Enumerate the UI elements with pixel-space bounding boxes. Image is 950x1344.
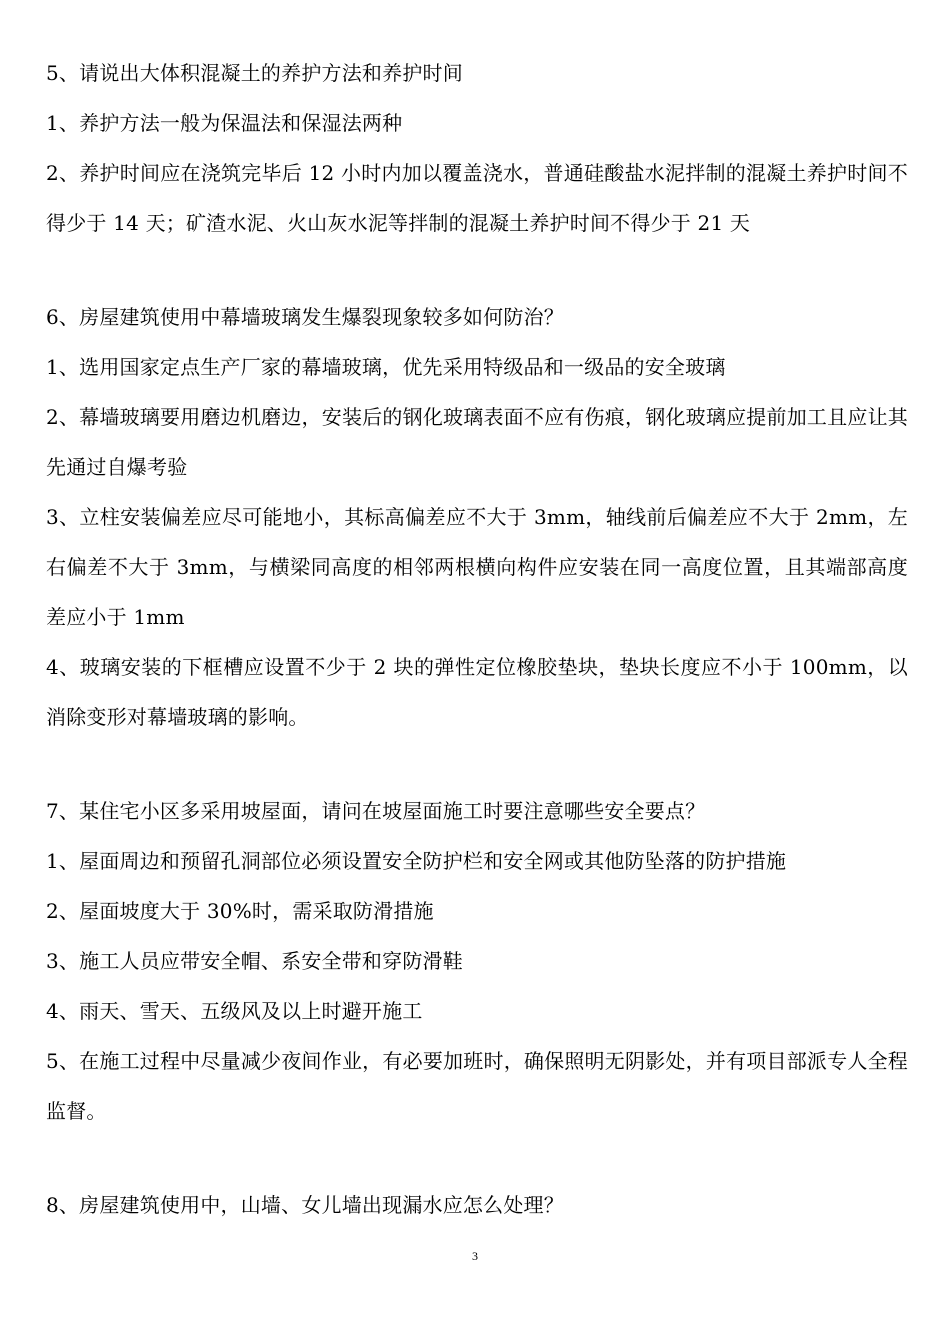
document-body xyxy=(46,48,908,1230)
question-section-6 xyxy=(46,292,908,742)
answer-item: 2、幕墙玻璃要用磨边机磨边，安装后的钢化玻璃表面不应有伤痕，钢化玻璃应提前加工且应让其先通过自爆考验 xyxy=(46,405,908,479)
answer-item: 4、玻璃安装的下框槽应设置不少于 2 块的弹性定位橡胶垫块，垫块长度应不小于 100mm，以消除变形对幕墙玻璃的影响。 xyxy=(46,655,908,729)
question-section-7 xyxy=(46,786,908,1136)
answer-item: 2、养护时间应在浇筑完毕后 12 小时内加以覆盖浇水，普通硅酸盐水泥拌制的混凝土养护时间不得少于 14 天；矿渣水泥、火山灰水泥等拌制的混凝土养护时间不得少于 21 天 xyxy=(46,161,908,235)
question-heading: 8、房屋建筑使用中，山墙、女儿墙出现漏水应怎么处理？ xyxy=(46,1193,564,1217)
answer-item: 5、在施工过程中尽量减少夜间作业，有必要加班时，确保照明无阴影处，并有项目部派专人全程监督。 xyxy=(46,1049,908,1123)
question-section-8 xyxy=(46,1180,908,1230)
answer-item: 3、立柱安装偏差应尽可能地小，其标高偏差应不大于 3mm，轴线前后偏差应不大于 2mm，左右偏差不大于 3mm，与横梁同高度的相邻两根横向构件应安装在同一高度位置，且其端部高度差应小于 1mm xyxy=(46,505,908,629)
question-section-5 xyxy=(46,48,908,248)
page-number: 3 xyxy=(472,1249,478,1263)
answer-item: 1、选用国家定点生产厂家的幕墙玻璃，优先采用特级品和一级品的安全玻璃 xyxy=(46,355,726,379)
question-heading: 5、请说出大体积混凝土的养护方法和养护时间 xyxy=(46,61,463,85)
answer-item: 3、施工人员应带安全帽、系安全带和穿防滑鞋 xyxy=(46,949,463,973)
answer-item: 1、屋面周边和预留孔洞部位必须设置安全防护栏和安全网或其他防坠落的防护措施 xyxy=(46,849,787,873)
question-heading: 6、房屋建筑使用中幕墙玻璃发生爆裂现象较多如何防治？ xyxy=(46,305,564,329)
answer-item: 1、养护方法一般为保温法和保湿法两种 xyxy=(46,111,403,135)
answer-item: 2、屋面坡度大于 30%时，需采取防滑措施 xyxy=(46,899,434,923)
question-heading: 7、某住宅小区多采用坡屋面，请问在坡屋面施工时要注意哪些安全要点？ xyxy=(46,799,706,823)
answer-item: 4、雨天、雪天、五级风及以上时避开施工 xyxy=(46,999,423,1023)
